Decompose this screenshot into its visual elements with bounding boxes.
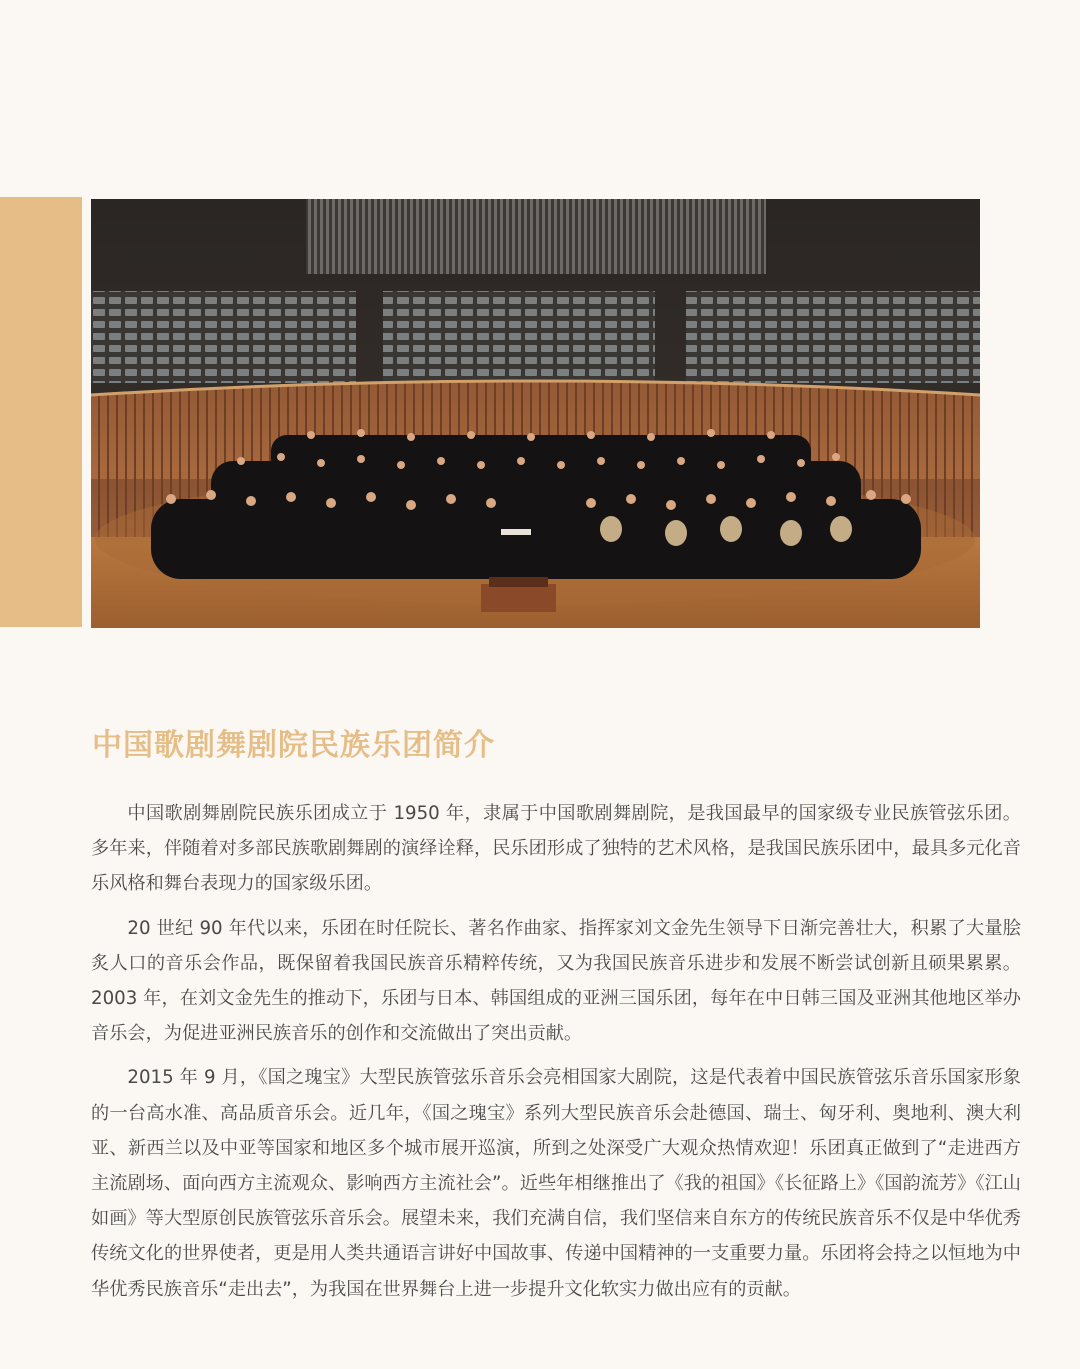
page-title: 中国歌剧舞剧院民族乐团简介 <box>92 728 495 763</box>
paragraph-founding: 中国歌剧舞剧院民族乐团成立于 1950 年，隶属于中国歌剧舞剧院，是我国最早的国家级专业民族管弦乐团。多年来，伴随着对多部民族歌剧舞剧的演绎诠释，民乐团形成了独特的艺术风格，是我国民族乐团中，最具多元化音乐风格和舞台表现力的国家级乐团。 <box>91 803 1021 895</box>
orchestra-photo <box>91 199 980 628</box>
accent-bar <box>0 197 82 627</box>
paragraph-tours: 2015 年 9 月，《国之瑰宝》大型民族管弦乐音乐会亮相国家大剧院，这是代表着中国民族管弦乐音乐国家形象的一台高水准、高品质音乐会。近几年，《国之瑰宝》系列大型民族音乐会赴德国、瑞士、匈牙利、奥地利、澳大利亚、新西兰以及中亚等国家和地区多个城市展开巡演，所到之处深受广大观众热情欢迎！乐团真正做到了“走进西方主流剧场、面向西方主流观众、影响西方主流社会”。近些年相继推出了《我的祖国》《长征路上》《国韵流芳》《江山如画》等大型原创民族管弦乐音乐会。展望未来，我们充满自信，我们坚信来自东方的传统民族音乐不仅是中华优秀传统文化的世界使者，更是用人类共通语言讲好中国故事、传递中国精神的一支重要力量。乐团将会持之以恒地为中华优秀民族音乐“走出去”，为我国在世界舞台上进一步提升文化软实力做出应有的贡献。 <box>91 1067 1021 1300</box>
article-body <box>91 796 1021 1316</box>
paragraph-development: 20 世纪 90 年代以来，乐团在时任院长、著名作曲家、指挥家刘文金先生领导下日渐完善壮大，积累了大量脍炙人口的音乐会作品，既保留着我国民族音乐精粹传统，又为我国民族音乐进步和发展不断尝试创新且硕果累累。2003 年，在刘文金先生的推动下，乐团与日本、韩国组成的亚洲三国乐团，每年在中日韩三国及亚洲其他地区举办音乐会，为促进亚洲民族音乐的创作和交流做出了突出贡献。 <box>91 917 1021 1045</box>
